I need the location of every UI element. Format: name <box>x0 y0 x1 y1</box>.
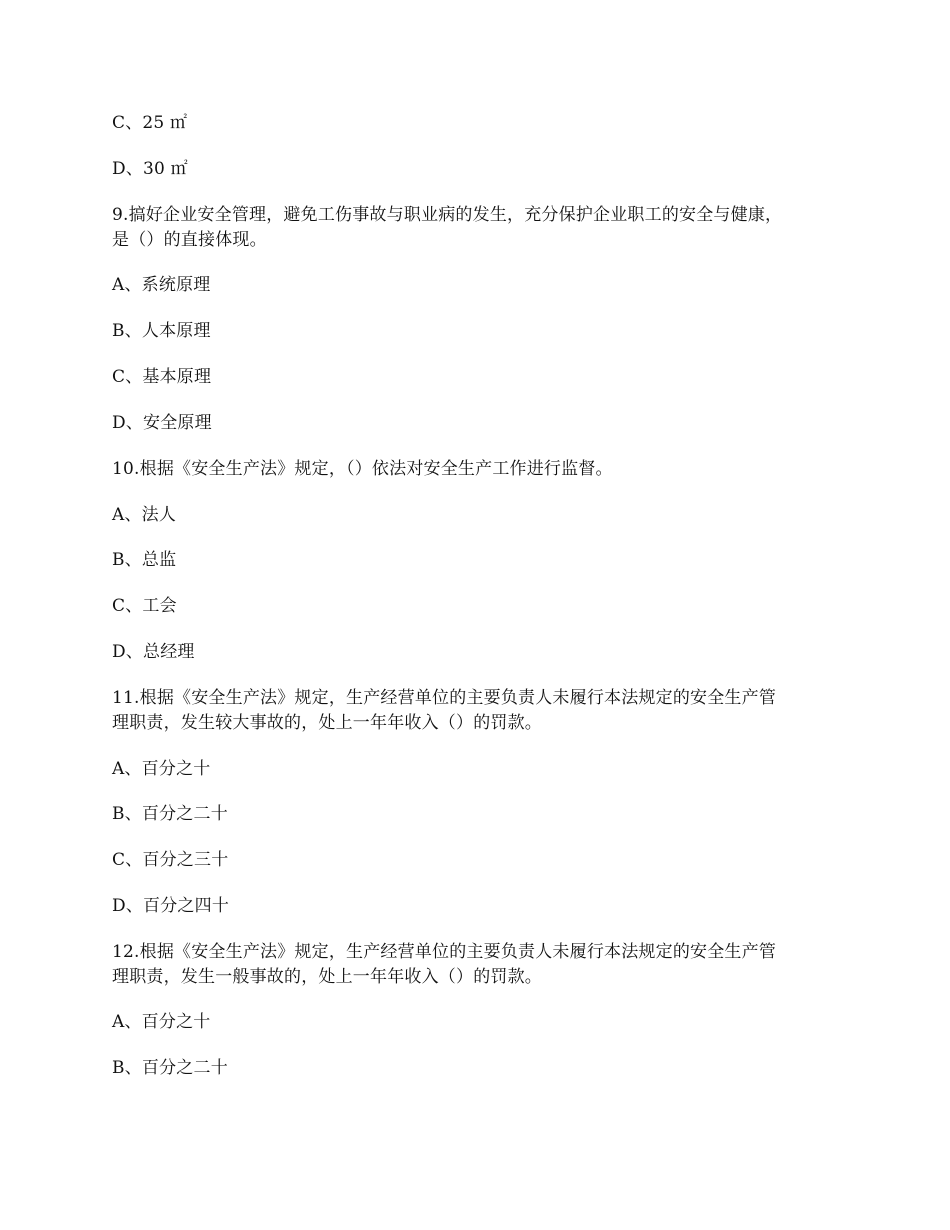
question-11-line-2: 理职责，发生较大事故的，处上一年年收入（）的罚款。 <box>112 713 542 733</box>
option-a-q10: A、法人 <box>112 505 177 525</box>
option-c-q10: C、工会 <box>112 596 177 616</box>
question-9-line-2: 是（）的直接体现。 <box>112 230 267 250</box>
option-d-q8: D、30 ㎡ <box>112 159 188 179</box>
option-c-q9: C、基本原理 <box>112 367 212 387</box>
option-a-q11: A、百分之十 <box>112 759 211 779</box>
question-11-line-1: 11.根据《安全生产法》规定，生产经营单位的主要负责人未履行本法规定的安全生产管 <box>112 688 777 708</box>
option-b-q10: B、总监 <box>112 550 177 570</box>
option-a-q12: A、百分之十 <box>112 1012 211 1032</box>
question-10: 10.根据《安全生产法》规定，（）依法对安全生产工作进行监督。 <box>112 459 613 479</box>
question-9-line-1: 9.搞好企业安全管理，避免工伤事故与职业病的发生，充分保护企业职工的安全与健康， <box>112 205 783 225</box>
option-b-q12: B、百分之二十 <box>112 1058 228 1078</box>
option-d-q10: D、总经理 <box>112 642 195 662</box>
question-12-line-2: 理职责，发生一般事故的，处上一年年收入（）的罚款。 <box>112 967 542 987</box>
option-a-q9: A、系统原理 <box>112 275 211 295</box>
option-d-q9: D、安全原理 <box>112 413 212 433</box>
option-d-q11: D、百分之四十 <box>112 896 230 916</box>
option-c-q11: C、百分之三十 <box>112 850 229 870</box>
option-b-q11: B、百分之二十 <box>112 804 228 824</box>
option-b-q9: B、人本原理 <box>112 321 211 341</box>
question-12-line-1: 12.根据《安全生产法》规定，生产经营单位的主要负责人未履行本法规定的安全生产管 <box>112 942 777 962</box>
option-c-q8: C、25 ㎡ <box>112 113 188 133</box>
